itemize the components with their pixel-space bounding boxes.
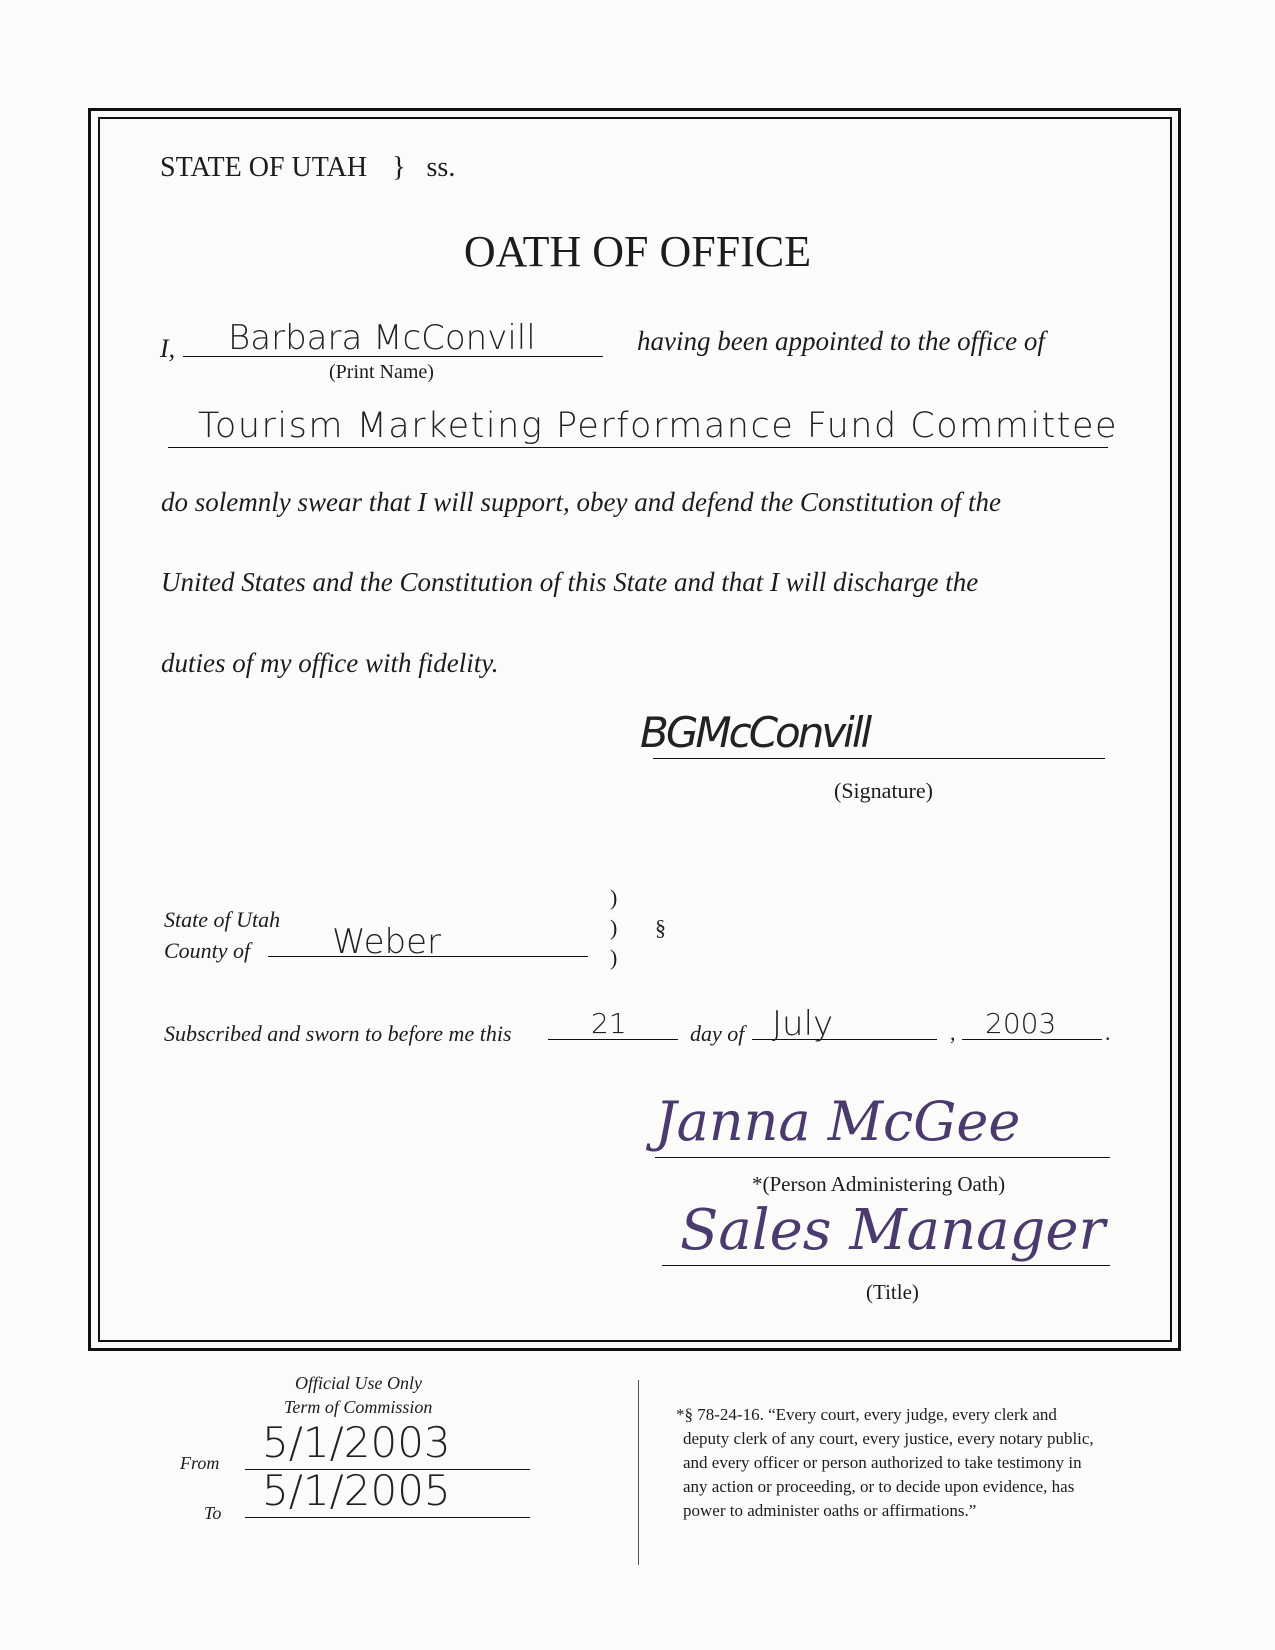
sworn-day-value: 21 [591, 1007, 627, 1040]
print-name-caption: (Print Name) [329, 361, 434, 383]
brace: } [392, 152, 406, 183]
administrator-title-value: Sales Manager [680, 1198, 1106, 1263]
footer-divider [638, 1380, 639, 1565]
sworn-year-value: 2003 [985, 1007, 1057, 1040]
sworn-day-of: day of [690, 1021, 745, 1046]
official-use-heading: Official Use Only [295, 1373, 422, 1393]
county-value: Weber [332, 922, 442, 962]
office-value: Tourism Marketing Performance Fund Committee [198, 406, 1119, 446]
appointed-text: having been appointed to the office of [637, 326, 1045, 356]
administrator-line [655, 1157, 1110, 1158]
to-label: To [204, 1503, 222, 1523]
state-heading [160, 152, 455, 184]
oath-text-line-2: United States and the Constitution of this State and that I will discharge the [161, 567, 979, 597]
ss-label: ss. [426, 152, 456, 183]
section-symbol: § [655, 915, 666, 940]
pronoun-i: I, [160, 334, 176, 363]
signature-value: BGMcConvill [640, 708, 870, 757]
inner-border [98, 117, 1172, 1342]
to-line [245, 1517, 530, 1518]
to-value: 5/1/2005 [262, 1466, 451, 1515]
sworn-prefix: Subscribed and sworn to before me this [164, 1021, 512, 1046]
title-caption: (Title) [866, 1280, 919, 1304]
administrator-name-value: Janna McGee [655, 1090, 1021, 1153]
signature-line [653, 758, 1105, 759]
venue-paren-3: ) [610, 945, 618, 970]
statute-line-2: deputy clerk of any court, every justice, every notary public, [683, 1429, 1094, 1448]
venue-paren-1: ) [610, 885, 618, 910]
sworn-comma: , [950, 1020, 956, 1045]
state-label: STATE OF UTAH [160, 152, 368, 183]
from-value: 5/1/2003 [262, 1418, 451, 1467]
print-name-value: Barbara McConvill [228, 318, 536, 358]
oath-text-line-1: do solemnly swear that I will support, obey and defend the Constitution of the [161, 487, 1001, 517]
document-title: OATH OF OFFICE [463, 227, 812, 276]
sworn-month-value: July [772, 1004, 834, 1044]
title-line [662, 1265, 1110, 1266]
statute-line-3: and every officer or person authorized to take testimony in [683, 1453, 1082, 1472]
from-label: From [180, 1453, 220, 1473]
statute-line-5: power to administer oaths or affirmations.” [683, 1501, 977, 1520]
venue-county-label: County of [164, 938, 251, 963]
signature-caption: (Signature) [834, 778, 933, 803]
sworn-period: . [1105, 1020, 1111, 1045]
administrator-caption: *(Person Administering Oath) [752, 1172, 1006, 1196]
term-heading: Term of Commission [284, 1397, 433, 1417]
statute-line-4: any action or proceeding, or to decide upon evidence, has [683, 1477, 1075, 1496]
office-line [168, 447, 1108, 448]
venue-state-label: State of Utah [164, 907, 281, 932]
statute-line-1: *§ 78-24-16. “Every court, every judge, every clerk and [676, 1405, 1057, 1424]
venue-paren-2: ) [610, 915, 618, 940]
oath-text-line-3: duties of my office with fidelity. [161, 648, 499, 678]
